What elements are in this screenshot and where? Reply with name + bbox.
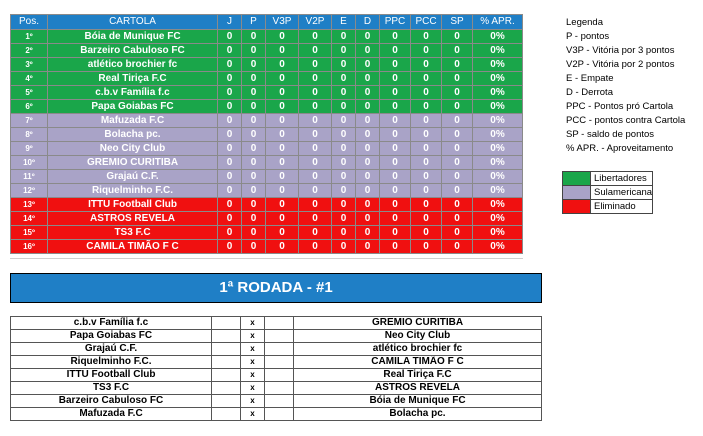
cell-p: 0 xyxy=(242,72,266,86)
cell-pcc: 0 xyxy=(411,184,442,198)
cell-sp: 0 xyxy=(442,86,473,100)
cell-v3p: 0 xyxy=(266,58,299,72)
team-name: CAMILA TIMÃO F C xyxy=(48,240,218,254)
cell-j: 0 xyxy=(218,72,242,86)
home-score xyxy=(212,382,241,395)
header-pos: Pos. xyxy=(11,15,48,30)
cell-ppc: 0 xyxy=(380,44,411,58)
legend-item: SP - saldo de pontos xyxy=(566,129,655,140)
versus-mark: x xyxy=(241,343,265,356)
versus-mark: x xyxy=(241,356,265,369)
standings-row xyxy=(11,100,523,114)
cell-apr: 0% xyxy=(473,142,523,156)
team-name: Riquelminho F.C. xyxy=(48,184,218,198)
cell-ppc: 0 xyxy=(380,156,411,170)
cell-e: 0 xyxy=(332,128,356,142)
team-name: Mafuzada F.C xyxy=(48,114,218,128)
zone-key-sulamericana xyxy=(563,186,653,200)
away-score xyxy=(265,382,294,395)
cell-pos: 13º xyxy=(11,198,48,212)
cell-pcc: 0 xyxy=(411,142,442,156)
away-team: Real Tiriça F.C xyxy=(294,369,542,382)
standings-row xyxy=(11,86,523,100)
cell-e: 0 xyxy=(332,100,356,114)
cell-j: 0 xyxy=(218,58,242,72)
standings-row xyxy=(11,170,523,184)
legend-item: V3P - Vitória por 3 pontos xyxy=(566,45,675,56)
versus-mark: x xyxy=(241,382,265,395)
cell-pos: 12º xyxy=(11,184,48,198)
away-score xyxy=(265,317,294,330)
cell-pos: 7º xyxy=(11,114,48,128)
away-team: Bolacha pc. xyxy=(294,408,542,421)
cell-apr: 0% xyxy=(473,58,523,72)
away-score xyxy=(265,395,294,408)
cell-d: 0 xyxy=(356,184,380,198)
cell-v3p: 0 xyxy=(266,156,299,170)
cell-sp: 0 xyxy=(442,114,473,128)
team-name: GREMIO CURITIBA xyxy=(48,156,218,170)
cell-apr: 0% xyxy=(473,86,523,100)
cell-pos: 10º xyxy=(11,156,48,170)
zone-key-eliminado xyxy=(563,200,653,214)
cell-ppc: 0 xyxy=(380,198,411,212)
cell-d: 0 xyxy=(356,198,380,212)
away-team: GREMIO CURITIBA xyxy=(294,317,542,330)
team-name: atlético brochier fc xyxy=(48,58,218,72)
cell-sp: 0 xyxy=(442,72,473,86)
cell-v2p: 0 xyxy=(299,114,332,128)
team-name: Bóia de Munique FC xyxy=(48,30,218,44)
cell-v2p: 0 xyxy=(299,44,332,58)
cell-d: 0 xyxy=(356,86,380,100)
away-score xyxy=(265,369,294,382)
versus-mark: x xyxy=(241,317,265,330)
cell-v3p: 0 xyxy=(266,184,299,198)
cell-v3p: 0 xyxy=(266,72,299,86)
cell-pos: 15º xyxy=(11,226,48,240)
cell-d: 0 xyxy=(356,58,380,72)
header-v2p: V2P xyxy=(299,15,332,30)
home-team: Papa Goiabas FC xyxy=(11,330,212,343)
cell-e: 0 xyxy=(332,58,356,72)
header-p: P xyxy=(242,15,266,30)
home-score xyxy=(212,356,241,369)
cell-ppc: 0 xyxy=(380,240,411,254)
cell-sp: 0 xyxy=(442,226,473,240)
cell-p: 0 xyxy=(242,30,266,44)
standings-body xyxy=(11,30,523,254)
cell-pcc: 0 xyxy=(411,86,442,100)
cell-apr: 0% xyxy=(473,72,523,86)
cell-ppc: 0 xyxy=(380,142,411,156)
cell-apr: 0% xyxy=(473,212,523,226)
standings-row xyxy=(11,240,523,254)
cell-ppc: 0 xyxy=(380,100,411,114)
header-v3p: V3P xyxy=(266,15,299,30)
matches-body xyxy=(11,317,542,421)
cell-pcc: 0 xyxy=(411,240,442,254)
cell-d: 0 xyxy=(356,142,380,156)
header-pcc: PCC xyxy=(411,15,442,30)
team-name: Real Tiriça F.C xyxy=(48,72,218,86)
cell-pos: 3º xyxy=(11,58,48,72)
away-score xyxy=(265,330,294,343)
standings-row xyxy=(11,58,523,72)
standings-header-row xyxy=(11,15,523,30)
cell-d: 0 xyxy=(356,240,380,254)
cell-p: 0 xyxy=(242,156,266,170)
legend-item: % APR. - Aproveitamento xyxy=(566,143,674,154)
cell-e: 0 xyxy=(332,212,356,226)
cell-e: 0 xyxy=(332,114,356,128)
team-name: c.b.v Família f.c xyxy=(48,86,218,100)
cell-pcc: 0 xyxy=(411,226,442,240)
cell-ppc: 0 xyxy=(380,114,411,128)
home-score xyxy=(212,330,241,343)
cell-j: 0 xyxy=(218,100,242,114)
cell-sp: 0 xyxy=(442,198,473,212)
cell-e: 0 xyxy=(332,30,356,44)
cell-sp: 0 xyxy=(442,128,473,142)
home-score xyxy=(212,317,241,330)
zone-label: Libertadores xyxy=(591,172,653,186)
cell-v3p: 0 xyxy=(266,30,299,44)
cell-d: 0 xyxy=(356,170,380,184)
cell-j: 0 xyxy=(218,114,242,128)
standings-row xyxy=(11,184,523,198)
cell-p: 0 xyxy=(242,58,266,72)
cell-e: 0 xyxy=(332,240,356,254)
cell-j: 0 xyxy=(218,44,242,58)
cell-j: 0 xyxy=(218,170,242,184)
legend-item: V2P - Vitória por 2 pontos xyxy=(566,59,675,70)
cell-pos: 16º xyxy=(11,240,48,254)
cell-apr: 0% xyxy=(473,226,523,240)
team-name: ASTROS REVELA xyxy=(48,212,218,226)
cell-ppc: 0 xyxy=(380,226,411,240)
match-row xyxy=(11,330,542,343)
away-score xyxy=(265,408,294,421)
cell-sp: 0 xyxy=(442,240,473,254)
cell-pcc: 0 xyxy=(411,170,442,184)
cell-d: 0 xyxy=(356,156,380,170)
cell-sp: 0 xyxy=(442,100,473,114)
eliminado-swatch xyxy=(563,200,591,214)
cell-ppc: 0 xyxy=(380,30,411,44)
cell-p: 0 xyxy=(242,226,266,240)
cell-apr: 0% xyxy=(473,184,523,198)
standings-row xyxy=(11,44,523,58)
standings-row xyxy=(11,198,523,212)
cell-ppc: 0 xyxy=(380,128,411,142)
cell-ppc: 0 xyxy=(380,86,411,100)
legend-item: E - Empate xyxy=(566,73,614,84)
header-d: D xyxy=(356,15,380,30)
cell-sp: 0 xyxy=(442,142,473,156)
cell-d: 0 xyxy=(356,44,380,58)
cell-pos: 6º xyxy=(11,100,48,114)
cell-j: 0 xyxy=(218,226,242,240)
away-team: Bóia de Munique FC xyxy=(294,395,542,408)
cell-v3p: 0 xyxy=(266,198,299,212)
away-team: atlético brochier fc xyxy=(294,343,542,356)
legend-item: P - pontos xyxy=(566,31,610,42)
home-score xyxy=(212,408,241,421)
cell-apr: 0% xyxy=(473,198,523,212)
cell-v2p: 0 xyxy=(299,226,332,240)
home-team: Mafuzada F.C xyxy=(11,408,212,421)
cell-v2p: 0 xyxy=(299,156,332,170)
cell-apr: 0% xyxy=(473,128,523,142)
standings-row xyxy=(11,156,523,170)
cell-pcc: 0 xyxy=(411,72,442,86)
cell-v2p: 0 xyxy=(299,240,332,254)
libertadores-swatch xyxy=(563,172,591,186)
cell-p: 0 xyxy=(242,170,266,184)
cell-v3p: 0 xyxy=(266,170,299,184)
home-team: c.b.v Família f.c xyxy=(11,317,212,330)
cell-ppc: 0 xyxy=(380,72,411,86)
match-row xyxy=(11,317,542,330)
cell-v2p: 0 xyxy=(299,198,332,212)
match-row xyxy=(11,395,542,408)
legend-title: Legenda xyxy=(566,17,603,28)
home-score xyxy=(212,369,241,382)
cell-j: 0 xyxy=(218,128,242,142)
standings-row xyxy=(11,226,523,240)
cell-d: 0 xyxy=(356,128,380,142)
cell-pcc: 0 xyxy=(411,58,442,72)
match-row xyxy=(11,343,542,356)
cell-p: 0 xyxy=(242,128,266,142)
cell-p: 0 xyxy=(242,240,266,254)
standings-table xyxy=(10,14,523,254)
cell-apr: 0% xyxy=(473,240,523,254)
cell-pos: 2º xyxy=(11,44,48,58)
cell-j: 0 xyxy=(218,212,242,226)
away-score xyxy=(265,356,294,369)
standings-row xyxy=(11,142,523,156)
cell-j: 0 xyxy=(218,86,242,100)
team-name: Papa Goiabas FC xyxy=(48,100,218,114)
cell-d: 0 xyxy=(356,212,380,226)
cell-sp: 0 xyxy=(442,58,473,72)
cell-v3p: 0 xyxy=(266,142,299,156)
divider xyxy=(10,258,523,259)
header-apr: % APR. xyxy=(473,15,523,30)
cell-v2p: 0 xyxy=(299,30,332,44)
zone-key xyxy=(562,171,653,214)
cell-v2p: 0 xyxy=(299,86,332,100)
legend-item: PPC - Pontos pró Cartola xyxy=(566,101,674,112)
cell-apr: 0% xyxy=(473,100,523,114)
cell-j: 0 xyxy=(218,30,242,44)
standings-row xyxy=(11,114,523,128)
round-banner: 1ª RODADA - #1 xyxy=(10,273,542,303)
sulamericana-swatch xyxy=(563,186,591,200)
away-score xyxy=(265,343,294,356)
cell-v3p: 0 xyxy=(266,86,299,100)
cell-ppc: 0 xyxy=(380,184,411,198)
team-name: Neo City Club xyxy=(48,142,218,156)
cell-pcc: 0 xyxy=(411,44,442,58)
cell-d: 0 xyxy=(356,226,380,240)
cell-v3p: 0 xyxy=(266,114,299,128)
standings-row xyxy=(11,128,523,142)
versus-mark: x xyxy=(241,369,265,382)
cell-sp: 0 xyxy=(442,170,473,184)
cell-p: 0 xyxy=(242,142,266,156)
cell-pcc: 0 xyxy=(411,114,442,128)
cell-e: 0 xyxy=(332,142,356,156)
match-row xyxy=(11,369,542,382)
cell-p: 0 xyxy=(242,86,266,100)
match-row xyxy=(11,408,542,421)
cell-j: 0 xyxy=(218,198,242,212)
cell-pos: 1º xyxy=(11,30,48,44)
cell-v3p: 0 xyxy=(266,212,299,226)
cell-sp: 0 xyxy=(442,30,473,44)
cell-pos: 8º xyxy=(11,128,48,142)
home-score xyxy=(212,395,241,408)
home-team: Grajaú C.F. xyxy=(11,343,212,356)
away-team: CAMILA TIMÃO F C xyxy=(294,356,542,369)
cell-p: 0 xyxy=(242,184,266,198)
cell-e: 0 xyxy=(332,170,356,184)
home-team: ITTU Football Club xyxy=(11,369,212,382)
cell-pos: 11º xyxy=(11,170,48,184)
cell-v2p: 0 xyxy=(299,212,332,226)
cell-v2p: 0 xyxy=(299,100,332,114)
cell-j: 0 xyxy=(218,240,242,254)
cell-pcc: 0 xyxy=(411,212,442,226)
cell-v3p: 0 xyxy=(266,100,299,114)
cell-ppc: 0 xyxy=(380,212,411,226)
match-row xyxy=(11,356,542,369)
cell-apr: 0% xyxy=(473,156,523,170)
away-team: ASTROS REVELA xyxy=(294,382,542,395)
cell-d: 0 xyxy=(356,72,380,86)
cell-d: 0 xyxy=(356,114,380,128)
home-team: TS3 F.C xyxy=(11,382,212,395)
cell-j: 0 xyxy=(218,156,242,170)
cell-p: 0 xyxy=(242,198,266,212)
cell-e: 0 xyxy=(332,86,356,100)
header-j: J xyxy=(218,15,242,30)
zone-label: Sulamericana xyxy=(591,186,653,200)
cell-v3p: 0 xyxy=(266,44,299,58)
cell-e: 0 xyxy=(332,44,356,58)
zone-label: Eliminado xyxy=(591,200,653,214)
cell-j: 0 xyxy=(218,184,242,198)
cell-e: 0 xyxy=(332,184,356,198)
cell-p: 0 xyxy=(242,44,266,58)
cell-d: 0 xyxy=(356,100,380,114)
zone-key-libertadores xyxy=(563,172,653,186)
versus-mark: x xyxy=(241,395,265,408)
cell-v3p: 0 xyxy=(266,240,299,254)
header-ppc: PPC xyxy=(380,15,411,30)
cell-e: 0 xyxy=(332,226,356,240)
cell-e: 0 xyxy=(332,156,356,170)
cell-pos: 4º xyxy=(11,72,48,86)
versus-mark: x xyxy=(241,330,265,343)
cell-p: 0 xyxy=(242,212,266,226)
cell-pcc: 0 xyxy=(411,128,442,142)
cell-ppc: 0 xyxy=(380,58,411,72)
header-cartola: CARTOLA xyxy=(48,15,218,30)
standings-row xyxy=(11,30,523,44)
cell-pos: 9º xyxy=(11,142,48,156)
cell-v2p: 0 xyxy=(299,184,332,198)
cell-pcc: 0 xyxy=(411,156,442,170)
cell-e: 0 xyxy=(332,72,356,86)
team-name: TS3 F.C xyxy=(48,226,218,240)
legend-item: PCC - pontos contra Cartola xyxy=(566,115,686,126)
cell-apr: 0% xyxy=(473,114,523,128)
cell-pos: 14º xyxy=(11,212,48,226)
team-name: Grajaú C.F. xyxy=(48,170,218,184)
match-row xyxy=(11,382,542,395)
cell-v3p: 0 xyxy=(266,226,299,240)
header-e: E xyxy=(332,15,356,30)
cell-sp: 0 xyxy=(442,156,473,170)
cell-p: 0 xyxy=(242,100,266,114)
cell-sp: 0 xyxy=(442,184,473,198)
cell-v2p: 0 xyxy=(299,170,332,184)
cell-v2p: 0 xyxy=(299,58,332,72)
cell-sp: 0 xyxy=(442,44,473,58)
cell-sp: 0 xyxy=(442,212,473,226)
cell-v3p: 0 xyxy=(266,128,299,142)
cell-apr: 0% xyxy=(473,30,523,44)
home-team: Riquelminho F.C. xyxy=(11,356,212,369)
cell-v2p: 0 xyxy=(299,72,332,86)
home-score xyxy=(212,343,241,356)
home-team: Barzeiro Cabuloso FC xyxy=(11,395,212,408)
cell-d: 0 xyxy=(356,30,380,44)
standings-row xyxy=(11,72,523,86)
cell-apr: 0% xyxy=(473,170,523,184)
team-name: Bolacha pc. xyxy=(48,128,218,142)
away-team: Neo City Club xyxy=(294,330,542,343)
cell-pcc: 0 xyxy=(411,30,442,44)
cell-j: 0 xyxy=(218,142,242,156)
cell-pcc: 0 xyxy=(411,100,442,114)
cell-p: 0 xyxy=(242,114,266,128)
cell-pcc: 0 xyxy=(411,198,442,212)
cell-v2p: 0 xyxy=(299,142,332,156)
team-name: ITTU Football Club xyxy=(48,198,218,212)
standings-row xyxy=(11,212,523,226)
legend-item: D - Derrota xyxy=(566,87,613,98)
cell-pos: 5º xyxy=(11,86,48,100)
header-sp: SP xyxy=(442,15,473,30)
cell-apr: 0% xyxy=(473,44,523,58)
team-name: Barzeiro Cabuloso FC xyxy=(48,44,218,58)
cell-e: 0 xyxy=(332,198,356,212)
matches-table xyxy=(10,316,542,421)
versus-mark: x xyxy=(241,408,265,421)
cell-v2p: 0 xyxy=(299,128,332,142)
cell-ppc: 0 xyxy=(380,170,411,184)
